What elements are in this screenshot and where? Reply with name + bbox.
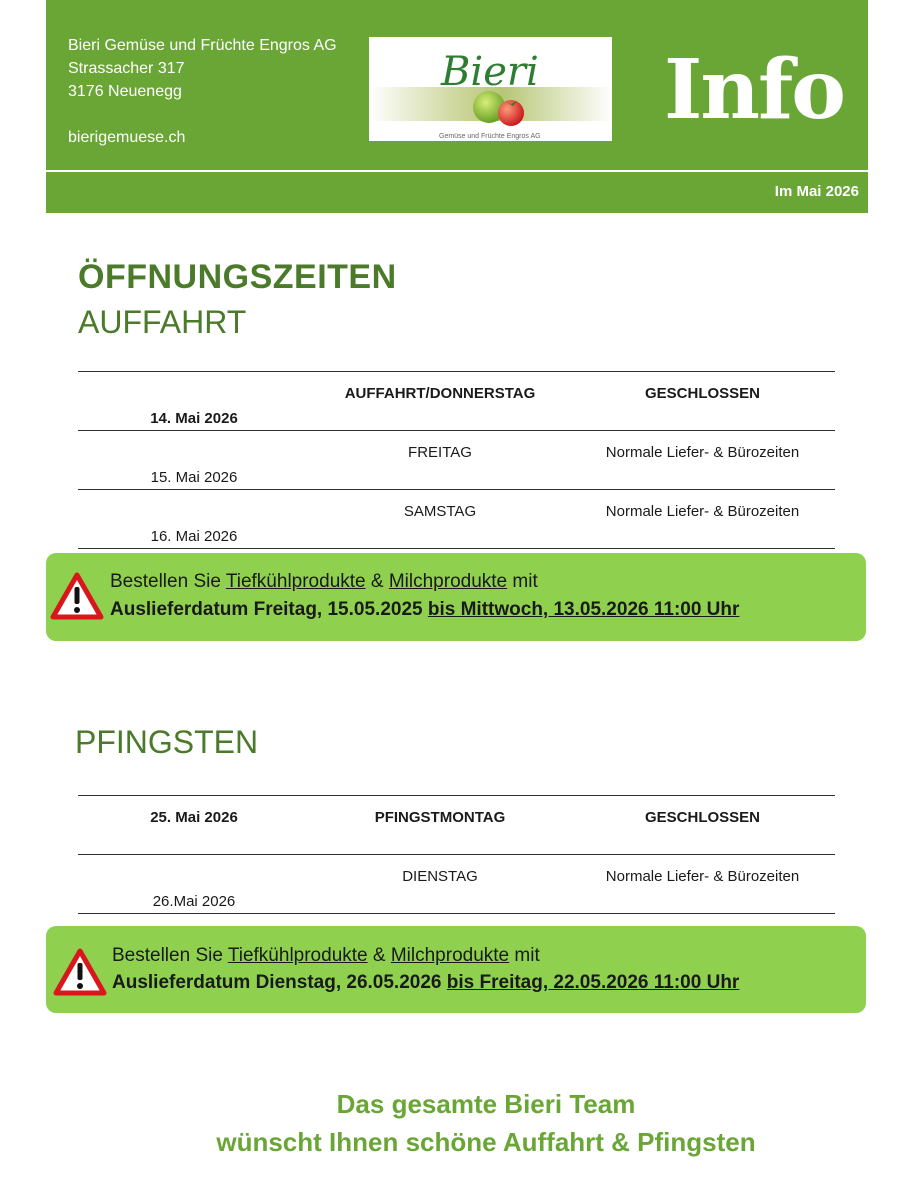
- order-notice-pentecost: [46, 926, 866, 1013]
- date-bar: [46, 172, 868, 213]
- dairy-products-link[interactable]: Milchprodukte: [390, 945, 510, 966]
- table-row: [78, 796, 835, 855]
- ascension-schedule-table: [78, 371, 835, 549]
- logo-wordmark: Bieri: [441, 49, 539, 95]
- dairy-products-link[interactable]: Milchprodukte: [388, 571, 508, 592]
- notice-text: &: [367, 945, 391, 966]
- company-name: Bieri Gemüse und Früchte Engros AG: [68, 37, 337, 54]
- table-row: [78, 490, 835, 549]
- company-address: [68, 34, 337, 149]
- date-cell: 15. Mai 2026: [78, 431, 310, 490]
- issue-month: Im Mai 2026: [774, 183, 859, 200]
- pentecost-schedule-table: [78, 795, 835, 914]
- ascension-heading: AUFFAHRT: [78, 304, 247, 340]
- table-row: [78, 372, 835, 431]
- status-cell: GESCHLOSSEN: [570, 796, 835, 855]
- date-cell: 25. Mai 2026: [78, 796, 310, 855]
- table-row: [78, 855, 835, 914]
- bieri-logo: [369, 37, 612, 141]
- day-cell: FREITAG: [310, 431, 570, 490]
- status-cell: Normale Liefer- & Bürozeiten: [570, 855, 835, 914]
- order-deadline-text: bis Mittwoch, 13.05.2026 11:00 Uhr: [427, 599, 740, 620]
- company-website[interactable]: bierigemuese.ch: [68, 129, 186, 146]
- day-cell: SAMSTAG: [310, 490, 570, 549]
- delivery-date-text: Auslieferdatum Freitag, 15.05.2025: [110, 599, 428, 620]
- company-city: 3176 Neuenegg: [68, 83, 182, 100]
- notice-line-2: [110, 599, 739, 621]
- status-cell: GESCHLOSSEN: [570, 372, 835, 431]
- day-cell: AUFFAHRT/DONNERSTAG: [310, 372, 570, 431]
- frozen-products-link[interactable]: Tiefkühlprodukte: [227, 945, 368, 966]
- date-cell: 26.Mai 2026: [78, 855, 310, 914]
- warning-triangle-icon: [50, 572, 104, 620]
- pentecost-heading: PFINGSTEN: [75, 724, 259, 760]
- frozen-products-link[interactable]: Tiefkühlprodukte: [225, 571, 366, 592]
- order-notice-ascension: [46, 553, 866, 641]
- logo-tagline: Gemüse und Früchte Engros AG: [439, 133, 541, 140]
- opening-hours-title: ÖFFNUNGSZEITEN: [78, 258, 397, 296]
- tomato-icon: [498, 100, 524, 126]
- date-cell: 16. Mai 2026: [78, 490, 310, 549]
- notice-text: Bestellen Sie: [112, 945, 228, 966]
- footer-greeting-line-1: Das gesamte Bieri Team: [336, 1089, 636, 1119]
- header-banner: [46, 0, 868, 170]
- date-cell: 14. Mai 2026: [78, 372, 310, 431]
- notice-text: Bestellen Sie: [110, 571, 226, 592]
- notice-line-1: [112, 945, 540, 967]
- notice-line-1: [110, 571, 538, 593]
- notice-text: &: [365, 571, 389, 592]
- delivery-date-text: Auslieferdatum Dienstag, 26.05.2026: [112, 972, 447, 993]
- notice-text: mit: [509, 945, 540, 966]
- day-cell: DIENSTAG: [310, 855, 570, 914]
- table-row: [78, 431, 835, 490]
- status-cell: Normale Liefer- & Bürozeiten: [570, 431, 835, 490]
- warning-triangle-icon: [53, 948, 107, 996]
- status-cell: Normale Liefer- & Bürozeiten: [570, 490, 835, 549]
- notice-text: mit: [507, 571, 538, 592]
- notice-line-2: [112, 972, 739, 994]
- company-street: Strassacher 317: [68, 60, 185, 77]
- day-cell: PFINGSTMONTAG: [310, 796, 570, 855]
- order-deadline-text: bis Freitag, 22.05.2026 11:00 Uhr: [446, 972, 740, 993]
- info-heading: Info: [664, 42, 844, 138]
- footer-greeting-line-2: wünscht Ihnen schöne Auffahrt & Pfingsten: [216, 1127, 756, 1157]
